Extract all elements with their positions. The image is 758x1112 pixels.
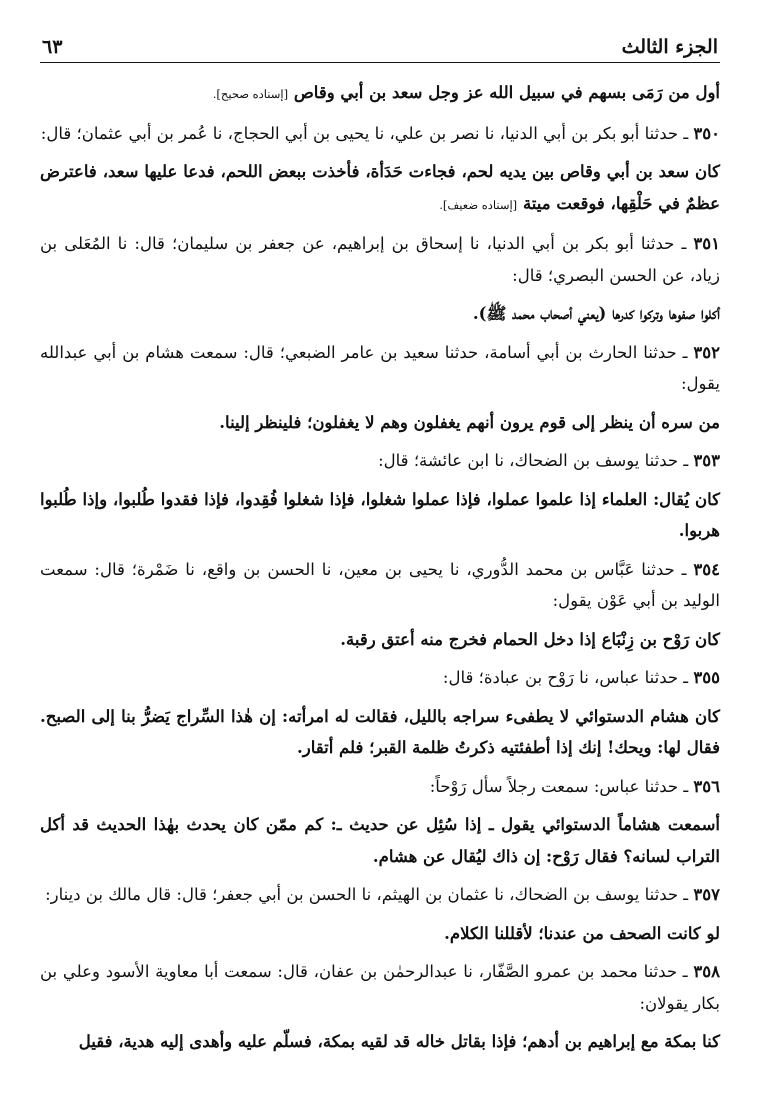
hadith-number: ٣٥٤ (693, 559, 720, 579)
hadith-number: ٣٥٠ (693, 123, 720, 143)
chapter-title: الجزء الثالث (621, 36, 718, 58)
quote-paragraph (40, 77, 720, 111)
paragraph-text: ـ حدثنا عَبَّاس بن محمد الدُّوري، نا يحيى بن معين، نا الحسن بن واقع، نا ضَمْرة؛ قال: سمعت الوليد بن أبي عَوْن يقول: (40, 559, 720, 610)
paragraph-text: أكلوا صفوها وتركوا كدرها (يعني أصحاب محمد ﷺ). (472, 304, 720, 323)
narration-paragraph (40, 554, 720, 617)
narration-paragraph (40, 879, 720, 911)
paragraph-text: ـ حدثنا يوسف بن الضحاك، نا عثمان بن الهيثم، نا الحسن بن أبي جعفر؛ قال: قال مالك بن دينار: (45, 885, 689, 904)
hadith-number: ٣٥٢ (693, 342, 720, 362)
paragraph-text: أول من رَمَى بسهم في سبيل الله عز وجل سعد بن أبي وقاص (293, 83, 720, 102)
isnad-grade: [إسناده ضعيف]. (439, 197, 518, 212)
page-header (40, 28, 720, 62)
paragraph-text: من سره أن ينظر إلى قوم يرون أنهم يغفلون وهم لا يغفلون؛ فلينظر إلينا. (219, 412, 720, 432)
paragraph-text: ـ حدثنا أبو بكر بن أبي الدنيا، نا إسحاق بن إبراهيم، عن جعفر بن سليمان؛ قال: نا المُعَلى بن زياد، عن الحسن البصري؛ قال: (40, 234, 720, 285)
isnad-grade: [إسناده صحيح]. (212, 87, 289, 101)
quote-paragraph (40, 918, 720, 950)
quote-paragraph (40, 156, 720, 221)
quote-paragraph (40, 809, 720, 872)
paragraph-text: كان يُقال: العلماء إذا علموا عملوا، فإذا عملوا شغلوا، فإذا شغلوا فُقِدوا، فإذا فقدوا طُلبوا، وإذا طُلبوا هربوا. (40, 489, 720, 540)
paragraph-text: ـ حدثنا محمد بن عمرو الصَّفّار، نا عبدالرحمٰن بن عفان، قال: سمعت أبا معاوية الأسود وعلي بن بكار يقولان: (40, 962, 720, 1013)
page-body (40, 77, 720, 1058)
narration-paragraph (40, 445, 720, 477)
paragraph-text: كنا بمكة مع إبراهيم بن أدهم؛ فإذا بقاتل خاله قد لقيه بمكة، فسلّم عليه وأهدى إليه هدية، فقيل (78, 1032, 720, 1051)
header-divider (40, 62, 720, 63)
page-number: ٦٣ (42, 36, 63, 58)
paragraph-text: ـ حدثنا عباس: سمعت رجلاً سأل رَوْحاً: (429, 776, 689, 796)
narration-paragraph (40, 956, 720, 1019)
quote-paragraph (40, 624, 720, 656)
paragraph-text: كان رَوْح بن زِنْبَاع إذا دخل الحمام فخرج منه أعتق رقبة. (340, 629, 720, 649)
hadith-number: ٣٥٥ (693, 668, 720, 687)
hadith-number: ٣٥٦ (693, 776, 720, 796)
hadith-number: ٣٥٨ (693, 962, 720, 981)
paragraph-text: كان سعد بن أبي وقاص بين يديه لحم، فجاءت حَدَأة، فأخذت ببعض اللحم، فدعا عليها سعد، فاعترض عظمٌ في حَلْقِها، فوقعت ميتة (40, 162, 720, 213)
narration-paragraph (40, 228, 720, 291)
paragraph-text: ـ حدثنا عباس، نا رَوْح بن عبادة؛ قال: (442, 668, 689, 687)
narration-paragraph (40, 771, 720, 803)
paragraph-text: كان هشام الدستوائي لا يطفىء سراجه بالليل، فقالت له امرأته: إن هٰذا السِّراج يَضرُّ بنا إلى الصبح. فقال لها: ويحك! إنك إذا أطفئتيه ذكرتُ ظلمة القبر؛ فلم أتقار. (40, 706, 720, 757)
hadith-number: ٣٥١ (693, 234, 720, 253)
paragraph-text: أسمعت هشاماً الدستوائي يقول ـ إذا سُئِل عن حديث ـ: كم ممّن كان يحدث بهٰذا الحديث قد أكل التراب لسانه؟ فقال رَوْح: إن ذاك ليُقال عن هشام. (40, 815, 720, 866)
hadith-number: ٣٥٣ (693, 451, 720, 470)
paragraph-text: ـ حدثنا الحارث بن أبي أسامة، حدثنا سعيد بن عامر الضبعي؛ قال: سمعت هشام بن أبي عبدالله يقول: (40, 342, 720, 393)
hadith-number: ٣٥٧ (693, 885, 720, 904)
paragraph-text: ـ حدثنا أبو بكر بن أبي الدنيا، نا نصر بن علي، نا يحيى بن أبي الحجاج، نا عُمر بن أبي عثمان؛ قال: (40, 123, 689, 143)
quote-paragraph (40, 407, 720, 439)
quote-paragraph (40, 298, 720, 330)
paragraph-text: لو كانت الصحف من عندنا؛ لأقللنا الكلام. (444, 923, 720, 943)
narration-paragraph (40, 118, 720, 150)
paragraph-text: ـ حدثنا يوسف بن الضحاك، نا ابن عائشة؛ قال: (378, 451, 689, 470)
quote-paragraph (40, 1026, 720, 1058)
quote-paragraph (40, 701, 720, 764)
quote-paragraph (40, 484, 720, 547)
narration-paragraph (40, 662, 720, 694)
narration-paragraph (40, 337, 720, 400)
